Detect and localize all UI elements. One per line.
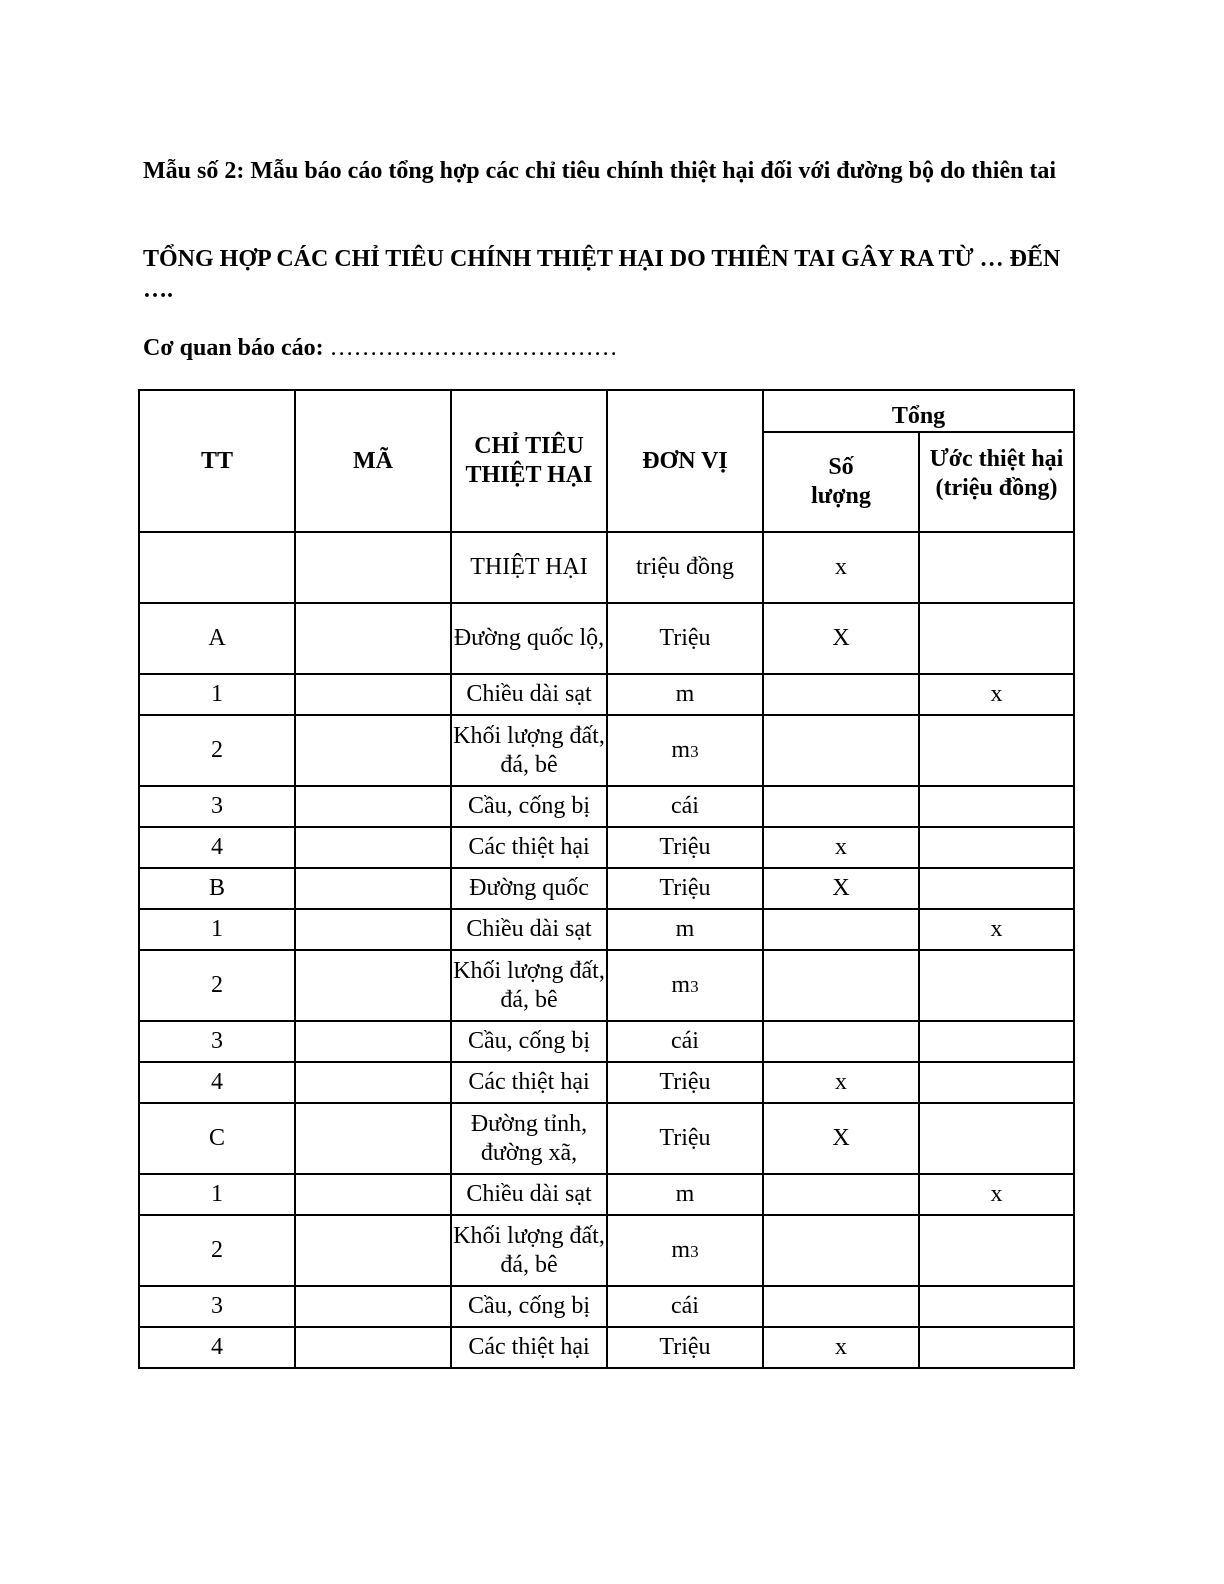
reporting-agency-line xyxy=(143,333,1083,363)
cell-uoc-thiet-hai: x xyxy=(919,1174,1074,1215)
table-row xyxy=(139,827,1074,868)
cell-so-luong: X xyxy=(763,868,919,909)
cell-ma xyxy=(295,950,451,1021)
table-row xyxy=(139,674,1074,715)
cell-don-vi: cái xyxy=(607,1021,763,1062)
cell-ma xyxy=(295,532,451,603)
cell-tt: 3 xyxy=(139,1021,295,1062)
cell-tt: 1 xyxy=(139,909,295,950)
cell-tt: 2 xyxy=(139,950,295,1021)
cell-chi-tieu: Các thiệt hại xyxy=(451,1062,607,1103)
cell-chi-tieu: Khối lượng đất, đá, bê xyxy=(451,1215,607,1286)
cell-so-luong xyxy=(763,1021,919,1062)
table-row xyxy=(139,1215,1074,1286)
cell-chi-tieu: Đường quốc xyxy=(451,868,607,909)
table-row xyxy=(139,1286,1074,1327)
cell-ma xyxy=(295,786,451,827)
cell-don-vi: Triệu xyxy=(607,827,763,868)
cell-ma xyxy=(295,674,451,715)
table-row xyxy=(139,1062,1074,1103)
cell-so-luong xyxy=(763,1215,919,1286)
cell-don-vi: m xyxy=(607,1174,763,1215)
cell-chi-tieu: Các thiệt hại xyxy=(451,1327,607,1368)
report-heading: TỔNG HỢP CÁC CHỈ TIÊU CHÍNH THIỆT HẠI DO THIÊN TAI GÂY RA TỪ … ĐẾN …. xyxy=(143,246,1061,303)
cell-chi-tieu: Chiều dài sạt xyxy=(451,1174,607,1215)
unit-exponent: 3 xyxy=(690,1241,699,1261)
header-don-vi: ĐƠN VỊ xyxy=(607,390,763,532)
cell-don-vi xyxy=(607,715,763,786)
cell-uoc-thiet-hai xyxy=(919,1286,1074,1327)
table-row xyxy=(139,950,1074,1021)
cell-ma xyxy=(295,909,451,950)
cell-so-luong: x xyxy=(763,532,919,603)
cell-don-vi: m xyxy=(607,909,763,950)
header-tt: TT xyxy=(139,390,295,532)
cell-ma xyxy=(295,1215,451,1286)
unit-text: m xyxy=(671,971,691,998)
cell-so-luong: X xyxy=(763,603,919,674)
header-ma: MÃ xyxy=(295,390,451,532)
cell-uoc-thiet-hai xyxy=(919,715,1074,786)
cell-don-vi: triệu đồng xyxy=(607,532,763,603)
table-row xyxy=(139,1103,1074,1174)
cell-tt: C xyxy=(139,1103,295,1174)
cell-tt: B xyxy=(139,868,295,909)
header-uoc-thiet-hai: Ước thiệt hại (triệu đồng) xyxy=(919,432,1074,532)
cell-tt: 3 xyxy=(139,786,295,827)
cell-chi-tieu: Cầu, cống bị xyxy=(451,1021,607,1062)
reporting-agency-label: Cơ quan báo cáo: xyxy=(143,335,324,361)
table-row xyxy=(139,532,1074,603)
cell-so-luong: x xyxy=(763,1327,919,1368)
cell-uoc-thiet-hai xyxy=(919,603,1074,674)
cell-so-luong xyxy=(763,909,919,950)
cell-uoc-thiet-hai xyxy=(919,1103,1074,1174)
header-chi-tieu: CHỈ TIÊU THIỆT HẠI xyxy=(451,390,607,532)
cell-so-luong xyxy=(763,1286,919,1327)
cell-chi-tieu: Khối lượng đất, đá, bê xyxy=(451,950,607,1021)
table-row xyxy=(139,909,1074,950)
cell-chi-tieu: Cầu, cống bị xyxy=(451,1286,607,1327)
cell-tt: 3 xyxy=(139,1286,295,1327)
unit-text: m xyxy=(671,736,691,763)
header-so-luong: Số lượng xyxy=(763,432,919,532)
cell-don-vi: Triệu xyxy=(607,1062,763,1103)
cell-uoc-thiet-hai xyxy=(919,1215,1074,1286)
unit-text: m xyxy=(671,1236,691,1263)
cell-don-vi: Triệu xyxy=(607,1327,763,1368)
cell-ma xyxy=(295,868,451,909)
damage-summary-table xyxy=(138,389,1075,1369)
cell-ma xyxy=(295,603,451,674)
table-row xyxy=(139,1174,1074,1215)
form-title: Mẫu số 2: Mẫu báo cáo tổng hợp các chỉ tiêu chính thiệt hại đối với đường bộ do thiên tai xyxy=(143,158,1057,184)
cell-so-luong: x xyxy=(763,827,919,868)
cell-tt: 4 xyxy=(139,1062,295,1103)
cell-don-vi xyxy=(607,1215,763,1286)
cell-tt: 1 xyxy=(139,1174,295,1215)
cell-so-luong xyxy=(763,950,919,1021)
cell-don-vi: m xyxy=(607,674,763,715)
cell-tt: A xyxy=(139,603,295,674)
table-row xyxy=(139,868,1074,909)
cell-chi-tieu: Chiều dài sạt xyxy=(451,909,607,950)
cell-uoc-thiet-hai: x xyxy=(919,909,1074,950)
cell-tt: 1 xyxy=(139,674,295,715)
cell-so-luong xyxy=(763,786,919,827)
cell-ma xyxy=(295,1103,451,1174)
unit-exponent: 3 xyxy=(690,741,699,761)
cell-uoc-thiet-hai: x xyxy=(919,674,1074,715)
cell-tt: 2 xyxy=(139,715,295,786)
cell-ma xyxy=(295,1174,451,1215)
table-row xyxy=(139,1021,1074,1062)
unit-exponent: 3 xyxy=(690,976,699,996)
cell-tt: 4 xyxy=(139,827,295,868)
cell-uoc-thiet-hai xyxy=(919,827,1074,868)
cell-ma xyxy=(295,827,451,868)
cell-so-luong: X xyxy=(763,1103,919,1174)
cell-don-vi xyxy=(607,950,763,1021)
cell-ma xyxy=(295,715,451,786)
cell-so-luong: x xyxy=(763,1062,919,1103)
cell-tt xyxy=(139,532,295,603)
cell-uoc-thiet-hai xyxy=(919,1021,1074,1062)
cell-don-vi: Triệu xyxy=(607,868,763,909)
cell-chi-tieu: Đường tỉnh, đường xã, xyxy=(451,1103,607,1174)
cell-so-luong xyxy=(763,1174,919,1215)
cell-ma xyxy=(295,1286,451,1327)
cell-ma xyxy=(295,1021,451,1062)
cell-don-vi: cái xyxy=(607,786,763,827)
cell-chi-tieu: Đường quốc lộ, xyxy=(451,603,607,674)
cell-don-vi: cái xyxy=(607,1286,763,1327)
cell-uoc-thiet-hai xyxy=(919,1327,1074,1368)
cell-uoc-thiet-hai xyxy=(919,786,1074,827)
cell-tt: 4 xyxy=(139,1327,295,1368)
cell-uoc-thiet-hai xyxy=(919,1062,1074,1103)
cell-so-luong xyxy=(763,674,919,715)
table-row xyxy=(139,1327,1074,1368)
table-row xyxy=(139,715,1074,786)
cell-don-vi: Triệu xyxy=(607,1103,763,1174)
cell-chi-tieu: Các thiệt hại xyxy=(451,827,607,868)
cell-chi-tieu: THIỆT HẠI xyxy=(451,532,607,603)
cell-ma xyxy=(295,1327,451,1368)
reporting-agency-value: ……………………………… xyxy=(323,335,618,361)
cell-don-vi: Triệu xyxy=(607,603,763,674)
cell-ma xyxy=(295,1062,451,1103)
cell-chi-tieu: Chiều dài sạt xyxy=(451,674,607,715)
cell-tt: 2 xyxy=(139,1215,295,1286)
cell-chi-tieu: Cầu, cống bị xyxy=(451,786,607,827)
cell-chi-tieu: Khối lượng đất, đá, bê xyxy=(451,715,607,786)
cell-so-luong xyxy=(763,715,919,786)
header-tong: Tổng xyxy=(763,390,1074,432)
cell-uoc-thiet-hai xyxy=(919,532,1074,603)
cell-uoc-thiet-hai xyxy=(919,868,1074,909)
cell-uoc-thiet-hai xyxy=(919,950,1074,1021)
table-row xyxy=(139,786,1074,827)
table-row xyxy=(139,603,1074,674)
